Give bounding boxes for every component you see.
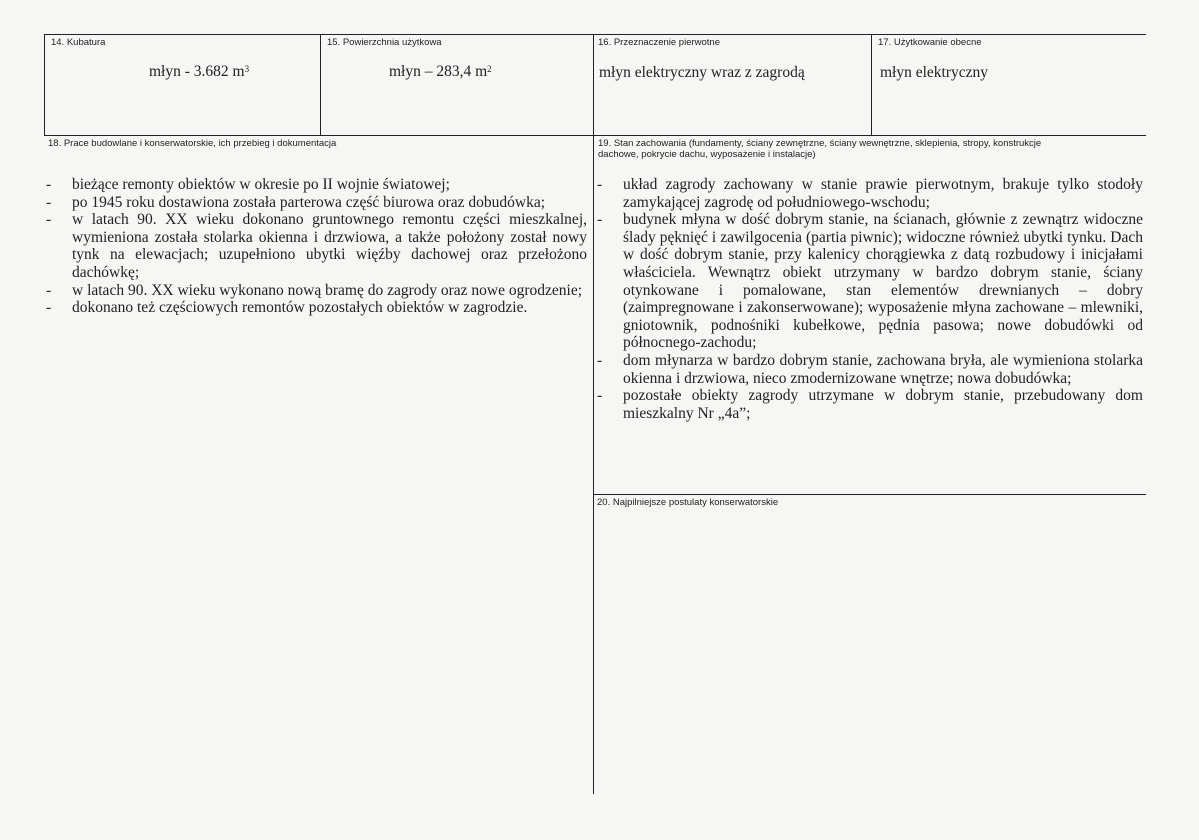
prace-item-text: w latach 90. XX wieku dokonano gruntownego remontu części mieszkalnej, wymieniona została stolarka okienna i drzwiowa, a także położony został nowy tynk na elewacjach; uzupełniono ubytki więźby dachowej oraz przełożono dachówkę; (72, 211, 587, 281)
top-border-line (44, 34, 1146, 35)
stan-bullet-dash: - (597, 211, 603, 229)
cell-divider-14-15 (320, 34, 321, 136)
main-vertical-divider (593, 34, 594, 794)
prace-item (46, 176, 587, 194)
uzytkowanie-value: młyn elektryczny (880, 64, 989, 81)
prace-list (46, 176, 587, 317)
powierzchnia-label: 15. Powierzchnia użytkowa (327, 37, 442, 48)
left-border-line (44, 34, 45, 136)
prace-item-text: w latach 90. XX wieku wykonano nową bramę do zagrody oraz nowe ogrodzenie; (72, 281, 583, 299)
kubatura-label: 14. Kubatura (51, 37, 106, 48)
stan-item-text: dom młynarza w bardzo dobrym stanie, zachowana bryła, ale wymieniona stolarka okienna i drzwiowa, nieco zmodernizowane wnętrze; nowa dobudówka; (623, 351, 1143, 387)
prace-bullet-dash: - (46, 299, 52, 317)
kubatura-value-text: młyn - 3.682 m (149, 63, 245, 80)
stan-item-text: układ zagrody zachowany w stanie prawie pierwotnym, brakuje tylko stodoły zamykającej zagrodę od południowego-wschodu; (623, 176, 1143, 211)
stan-list (597, 176, 1143, 422)
przeznaczenie-value: młyn elektryczny wraz z zagrodą (599, 64, 805, 81)
prace-item-text: po 1945 roku dostawiona została parterowa część biurowa oraz dobudówka; (72, 193, 546, 211)
prace-bullet-dash: - (46, 211, 52, 229)
prace-item (46, 211, 587, 281)
prace-label: 18. Prace budowlane i konserwatorskie, ich przebieg i dokumentacja (48, 138, 337, 149)
stan-bullet-dash: - (597, 351, 603, 369)
stan-item-text: pozostałe obiekty zagrody utrzymane w dobrym stanie, przebudowany dom mieszkalny Nr „4a”; (623, 387, 1143, 422)
kubatura-unit-exponent: 3 (244, 64, 250, 74)
prace-bullet-dash: - (46, 176, 52, 193)
prace-item-text: dokonano też częściowych remontów pozostałych obiektów w zagrodzie. (72, 299, 528, 317)
stan-item-text: budynek młyna w dość dobrym stanie, na ścianach, głównie z zewnątrz widoczne ślady pęknięć i zawilgocenia (partia piwnic); widoczne również ubytki tynku. Dach w dość dobrym stanie, przy kalenicy chorągiewka z datą rozbudowy i inicjałami właściciela. Wewnątrz obiekt utrzymany w bardzo dobrym stanie, ściany otynkowane i pomalowane, stan elementów drewnianych – dobry (zaimpregnowane i zakonserwowane); wyposażenie młyna zachowane – mlewniki, gniotownik, podnośniki kubełkowe, pędnia pasowa; nowe dobudówki od północnego-zachodu; (623, 211, 1143, 352)
powierzchnia-unit-exponent: 2 (487, 64, 492, 74)
row-divider-line (44, 135, 1146, 136)
prace-item (46, 194, 587, 212)
prace-item-text: bieżące remonty obiektów w okresie po II wojnie światowej; (72, 176, 450, 193)
prace-item (46, 282, 587, 300)
stan-item (597, 176, 1143, 211)
powierzchnia-value-text: młyn – 283,4 m (389, 63, 488, 80)
uzytkowanie-label: 17. Użytkowanie obecne (878, 37, 982, 48)
prace-bullet-dash: - (46, 193, 52, 211)
stan-item (597, 211, 1143, 352)
powierzchnia-value (389, 63, 492, 81)
kubatura-value (149, 63, 249, 81)
stan-bullet-dash: - (597, 387, 603, 405)
section-19-20-divider (593, 494, 1146, 495)
cell-divider-16-17 (871, 34, 872, 136)
prace-item (46, 299, 587, 317)
stan-label: 19. Stan zachowania (fundamenty, ściany zewnętrzne, ściany wewnętrzne, sklepienia, stropy, konstrukcje dachowe, pokrycie dachu, wyposażenie i instalacje) (598, 138, 1042, 160)
stan-item (597, 352, 1143, 387)
prace-bullet-dash: - (46, 281, 52, 299)
postulaty-label: 20. Najpilniejsze postulaty konserwatorskie (597, 497, 779, 508)
stan-item (597, 387, 1143, 422)
stan-bullet-dash: - (597, 176, 603, 193)
przeznaczenie-label: 16. Przeznaczenie pierwotne (598, 37, 720, 48)
